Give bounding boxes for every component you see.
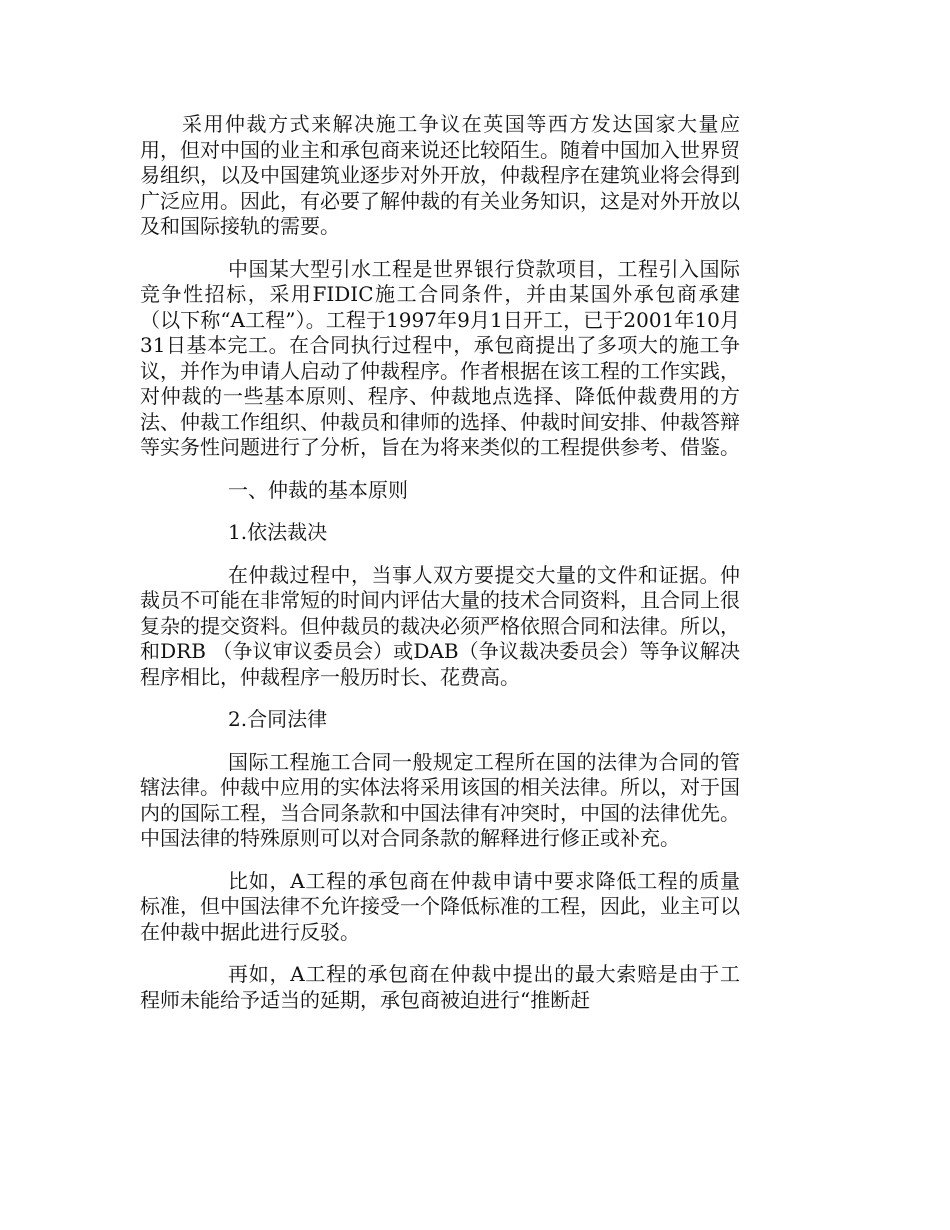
example-paragraph-2: 再如，A工程的承包商在仲裁中提出的最大索赔是由于工程师未能给予适当的延期，承包商被迫进行“推断赶 <box>140 962 740 1012</box>
subsection-heading-rule-by-law: 1.依法裁决 <box>228 520 328 544</box>
project-background-paragraph: 中国某大型引水工程是世界银行贷款项目，工程引入国际竞争性招标，采用FIDIC施工合同条件，并由某国外承包商承建（以下称“A工程”）。工程于1997年9月1日开工，已于2001年10月31日基本完工。在合同执行过程中，承包商提出了多项大的施工争议，并作为申请人启动了仲裁程序。作者根据在该工程的工作实践，对仲裁的一些基本原则、程序、仲裁地点选择、降低仲裁费用的方法、仲裁工作组织、仲裁员和律师的选择、仲裁时间安排、仲裁答辩等实务性问题进行了分析，旨在为将来类似的工程提供参考、借鉴。 <box>140 256 740 459</box>
intro-paragraph: 采用仲裁方式来解决施工争议在英国等西方发达国家大量应用，但对中国的业主和承包商来说还比较陌生。随着中国加入世界贸易组织，以及中国建筑业逐步对外开放，仲裁程序在建筑业将会得到广泛应用。因此，有必要了解仲裁的有关业务知识，这是对外开放以及和国际接轨的需要。 <box>140 112 740 238</box>
contract-law-paragraph: 国际工程施工合同一般规定工程所在国的法律为合同的管辖法律。仲裁中应用的实体法将采用该国的相关法律。所以，对于国内的国际工程，当合同条款和中国法律有冲突时，中国的法律优先。中国法律的特殊原则可以对合同条款的解释进行修正或补充。 <box>140 749 740 850</box>
section-heading-basic-principles: 一、仲裁的基本原则 <box>228 477 408 502</box>
subsection-heading-contract-law: 2.合同法律 <box>228 707 328 731</box>
rule-by-law-paragraph: 在仲裁过程中，当事人双方要提交大量的文件和证据。仲裁员不可能在非常短的时间内评估大量的技术合同资料，且合同上很复杂的提交资料。但仲裁员的裁决必须严格依照合同和法律。所以，和DRB （争议审议委员会）或DAB（争议裁决委员会）等争议解决程序相比，仲裁程序一般历时长、花费高。 <box>140 562 740 689</box>
example-paragraph-1: 比如，A工程的承包商在仲裁申请中要求降低工程的质量标准，但中国法律不允许接受一个降低标准的工程，因此，业主可以在仲裁中据此进行反驳。 <box>140 868 740 944</box>
document-body <box>140 112 740 1030</box>
